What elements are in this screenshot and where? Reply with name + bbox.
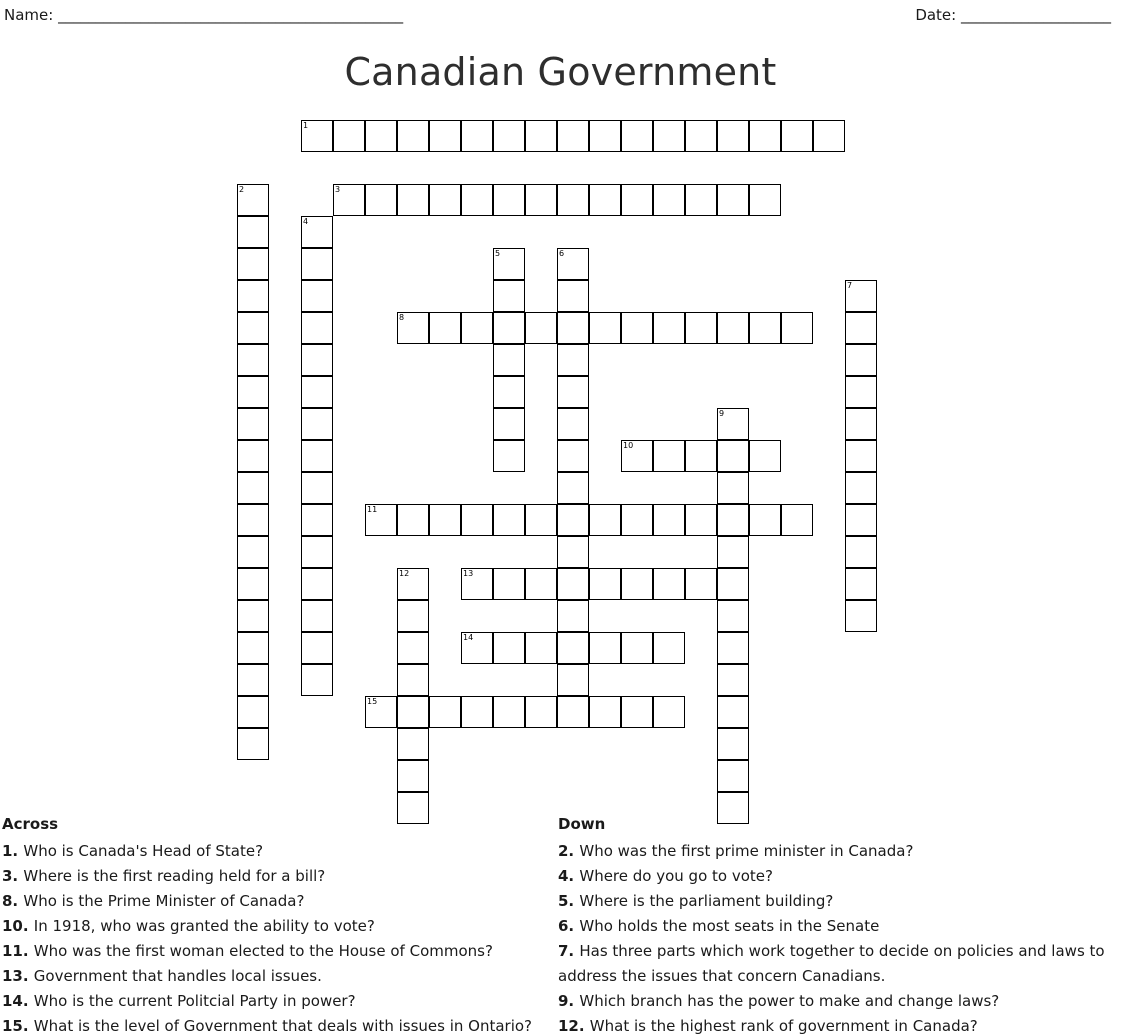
name-field-label: Name: ______________________________________________ xyxy=(4,6,404,24)
crossword-cell[interactable] xyxy=(397,664,429,696)
crossword-cell[interactable] xyxy=(621,120,653,152)
cell-number: 5 xyxy=(495,249,501,258)
crossword-cell[interactable] xyxy=(557,600,589,632)
crossword-cell[interactable] xyxy=(429,696,461,728)
crossword-cell[interactable] xyxy=(621,184,653,216)
clue-text: Who was the first prime minister in Canada? xyxy=(579,842,914,860)
clue-number: 12. xyxy=(558,1017,590,1035)
crossword-cell[interactable] xyxy=(845,600,877,632)
cell-number: 9 xyxy=(719,409,725,418)
across-clue-11 xyxy=(2,939,558,964)
crossword-cell[interactable] xyxy=(493,632,525,664)
crossword-cell[interactable] xyxy=(589,120,621,152)
crossword-cell[interactable] xyxy=(237,664,269,696)
crossword-cell[interactable] xyxy=(493,280,525,312)
crossword-cell[interactable] xyxy=(685,184,717,216)
crossword-cell[interactable] xyxy=(301,568,333,600)
down-heading: Down xyxy=(558,815,606,833)
crossword-cell[interactable] xyxy=(301,248,333,280)
crossword-cell[interactable] xyxy=(557,504,589,536)
clue-text: Where do you go to vote? xyxy=(579,867,773,885)
crossword-cell[interactable] xyxy=(525,312,557,344)
crossword-cell[interactable] xyxy=(845,504,877,536)
crossword-cell[interactable] xyxy=(397,600,429,632)
crossword-cell[interactable] xyxy=(845,376,877,408)
clue-number: 10. xyxy=(2,917,34,935)
crossword-cell[interactable] xyxy=(301,120,333,152)
crossword-cell[interactable] xyxy=(493,120,525,152)
crossword-cell[interactable] xyxy=(621,312,653,344)
cell-number: 13 xyxy=(463,569,474,578)
clue-text: Government that handles local issues. xyxy=(33,967,322,985)
crossword-cell[interactable] xyxy=(493,344,525,376)
crossword-cell[interactable] xyxy=(557,664,589,696)
page-title: Canadian Government xyxy=(344,50,777,94)
clue-text: Where is the first reading held for a bill? xyxy=(23,867,326,885)
crossword-cell[interactable] xyxy=(301,600,333,632)
crossword-cell[interactable] xyxy=(685,504,717,536)
crossword-cell[interactable] xyxy=(397,728,429,760)
across-clue-13 xyxy=(2,964,558,989)
crossword-cell[interactable] xyxy=(717,632,749,664)
crossword-cell[interactable] xyxy=(429,184,461,216)
crossword-cell[interactable] xyxy=(301,440,333,472)
crossword-cell[interactable] xyxy=(557,248,589,280)
crossword-cell[interactable] xyxy=(717,728,749,760)
crossword-cell[interactable] xyxy=(557,344,589,376)
cell-number: 2 xyxy=(239,185,245,194)
crossword-cell[interactable] xyxy=(397,120,429,152)
crossword-cell[interactable] xyxy=(365,504,397,536)
crossword-cell[interactable] xyxy=(717,600,749,632)
crossword-cell[interactable] xyxy=(301,632,333,664)
crossword-cell[interactable] xyxy=(717,472,749,504)
clue-number: 3. xyxy=(2,867,24,885)
crossword-cell[interactable] xyxy=(301,280,333,312)
across-clue-15 xyxy=(2,1014,558,1036)
crossword-cell[interactable] xyxy=(781,504,813,536)
crossword-cell[interactable] xyxy=(493,312,525,344)
crossword-cell[interactable] xyxy=(653,440,685,472)
crossword-cell[interactable] xyxy=(397,312,429,344)
clue-text: Who is Canada's Head of State? xyxy=(23,842,264,860)
crossword-cell[interactable] xyxy=(461,312,493,344)
crossword-cell[interactable] xyxy=(589,312,621,344)
crossword-cell[interactable] xyxy=(301,472,333,504)
crossword-cell[interactable] xyxy=(461,632,493,664)
crossword-cell[interactable] xyxy=(237,312,269,344)
crossword-cell[interactable] xyxy=(845,408,877,440)
crossword-cell[interactable] xyxy=(461,184,493,216)
cell-number: 15 xyxy=(367,697,378,706)
crossword-cell[interactable] xyxy=(749,440,781,472)
crossword-cell[interactable] xyxy=(749,184,781,216)
crossword-cell[interactable] xyxy=(589,184,621,216)
clue-number: 13. xyxy=(2,967,34,985)
crossword-cell[interactable] xyxy=(397,632,429,664)
crossword-cell[interactable] xyxy=(749,120,781,152)
crossword-cell[interactable] xyxy=(717,120,749,152)
clue-number: 6. xyxy=(558,917,580,935)
crossword-cell[interactable] xyxy=(845,472,877,504)
crossword-cell[interactable] xyxy=(813,120,845,152)
clue-number: 9. xyxy=(558,992,580,1010)
clue-text: What is the level of Government that deals with issues in Ontario? xyxy=(33,1017,533,1035)
crossword-cell[interactable] xyxy=(653,184,685,216)
crossword-cell[interactable] xyxy=(845,344,877,376)
crossword-cell[interactable] xyxy=(301,536,333,568)
crossword-cell[interactable] xyxy=(525,504,557,536)
clue-number: 14. xyxy=(2,992,34,1010)
crossword-cell[interactable] xyxy=(429,504,461,536)
crossword-cell[interactable] xyxy=(845,568,877,600)
clue-text: In 1918, who was granted the ability to vote? xyxy=(33,917,375,935)
crossword-cell[interactable] xyxy=(237,184,269,216)
crossword-cell[interactable] xyxy=(845,440,877,472)
crossword-cell[interactable] xyxy=(237,248,269,280)
crossword-cell[interactable] xyxy=(845,280,877,312)
crossword-cell[interactable] xyxy=(237,536,269,568)
across-clue-10 xyxy=(2,914,558,939)
clue-text: Where is the parliament building? xyxy=(579,892,834,910)
crossword-cell[interactable] xyxy=(589,568,621,600)
crossword-cell[interactable] xyxy=(557,440,589,472)
down-clue-9 xyxy=(558,989,1118,1014)
across-clue-3 xyxy=(2,864,558,889)
crossword-cell[interactable] xyxy=(333,120,365,152)
across-clue-1 xyxy=(2,839,558,864)
crossword-cell[interactable] xyxy=(845,536,877,568)
crossword-cell[interactable] xyxy=(557,280,589,312)
crossword-cell[interactable] xyxy=(653,568,685,600)
crossword-cell[interactable] xyxy=(621,696,653,728)
cell-number: 8 xyxy=(399,313,405,322)
crossword-cell[interactable] xyxy=(717,664,749,696)
crossword-cell[interactable] xyxy=(717,504,749,536)
crossword-cell[interactable] xyxy=(493,696,525,728)
crossword-cell[interactable] xyxy=(749,312,781,344)
crossword-cell[interactable] xyxy=(301,408,333,440)
crossword-cell[interactable] xyxy=(301,344,333,376)
crossword-cell[interactable] xyxy=(493,248,525,280)
header-fields xyxy=(0,6,1121,24)
crossword-cell[interactable] xyxy=(301,664,333,696)
crossword-cell[interactable] xyxy=(461,696,493,728)
crossword-cell[interactable] xyxy=(301,376,333,408)
cell-number: 6 xyxy=(559,249,565,258)
crossword-cell[interactable] xyxy=(237,504,269,536)
crossword-cell[interactable] xyxy=(557,376,589,408)
crossword-cell[interactable] xyxy=(429,312,461,344)
crossword-cell[interactable] xyxy=(301,312,333,344)
down-clue-5 xyxy=(558,889,1118,914)
crossword-cell[interactable] xyxy=(621,504,653,536)
cell-number: 10 xyxy=(623,441,634,450)
crossword-cell[interactable] xyxy=(685,440,717,472)
clue-text: Who is the Prime Minister of Canada? xyxy=(23,892,305,910)
down-clue-6 xyxy=(558,914,1118,939)
crossword-cell[interactable] xyxy=(397,184,429,216)
crossword-cell[interactable] xyxy=(525,120,557,152)
clue-text: Who was the first woman elected to the House of Commons? xyxy=(33,942,493,960)
crossword-cell[interactable] xyxy=(685,568,717,600)
crossword-cell[interactable] xyxy=(557,696,589,728)
crossword-cell[interactable] xyxy=(557,312,589,344)
clue-number: 2. xyxy=(558,842,580,860)
crossword-cell[interactable] xyxy=(301,504,333,536)
cell-number: 11 xyxy=(367,505,378,514)
down-clue-2 xyxy=(558,839,1118,864)
crossword-cell[interactable] xyxy=(653,696,685,728)
crossword-cell[interactable] xyxy=(237,728,269,760)
clue-number: 4. xyxy=(558,867,580,885)
crossword-grid[interactable] xyxy=(0,118,1121,808)
clue-number: 15. xyxy=(2,1017,34,1035)
crossword-cell[interactable] xyxy=(717,184,749,216)
crossword-cell[interactable] xyxy=(237,408,269,440)
clue-number: 11. xyxy=(2,942,34,960)
crossword-cell[interactable] xyxy=(493,568,525,600)
crossword-cell[interactable] xyxy=(525,184,557,216)
crossword-cell[interactable] xyxy=(397,760,429,792)
crossword-cell[interactable] xyxy=(525,696,557,728)
crossword-cell[interactable] xyxy=(493,184,525,216)
crossword-cell[interactable] xyxy=(717,568,749,600)
crossword-cell[interactable] xyxy=(653,504,685,536)
cell-number: 4 xyxy=(303,217,309,226)
across-clue-14 xyxy=(2,989,558,1014)
crossword-cell[interactable] xyxy=(237,632,269,664)
clue-number: 8. xyxy=(2,892,24,910)
crossword-cell[interactable] xyxy=(397,568,429,600)
crossword-cell[interactable] xyxy=(781,312,813,344)
crossword-cell[interactable] xyxy=(461,120,493,152)
crossword-cell[interactable] xyxy=(589,696,621,728)
crossword-cell[interactable] xyxy=(525,632,557,664)
crossword-cell[interactable] xyxy=(781,120,813,152)
crossword-cell[interactable] xyxy=(685,312,717,344)
down-clue-4 xyxy=(558,864,1118,889)
clue-text: What is the highest rank of government in Canada? xyxy=(589,1017,978,1035)
crossword-cell[interactable] xyxy=(557,184,589,216)
crossword-cell[interactable] xyxy=(717,536,749,568)
crossword-cell[interactable] xyxy=(237,472,269,504)
cell-number: 7 xyxy=(847,281,853,290)
crossword-cell[interactable] xyxy=(717,760,749,792)
crossword-cell[interactable] xyxy=(237,344,269,376)
crossword-cell[interactable] xyxy=(685,120,717,152)
crossword-cell[interactable] xyxy=(557,632,589,664)
crossword-cell[interactable] xyxy=(749,504,781,536)
cell-number: 12 xyxy=(399,569,410,578)
crossword-cell[interactable] xyxy=(493,408,525,440)
clue-text: Which branch has the power to make and change laws? xyxy=(579,992,1000,1010)
clue-text: Who is the current Politcial Party in power? xyxy=(33,992,356,1010)
crossword-cell[interactable] xyxy=(493,504,525,536)
crossword-cell[interactable] xyxy=(621,440,653,472)
crossword-cell[interactable] xyxy=(461,504,493,536)
crossword-cell[interactable] xyxy=(717,312,749,344)
across-heading: Across xyxy=(2,815,59,833)
crossword-cell[interactable] xyxy=(653,632,685,664)
clue-number: 7. xyxy=(558,942,580,960)
crossword-cell[interactable] xyxy=(621,568,653,600)
crossword-cell[interactable] xyxy=(429,120,461,152)
across-column xyxy=(2,812,558,1036)
crossword-cell[interactable] xyxy=(557,568,589,600)
crossword-cell[interactable] xyxy=(717,408,749,440)
cell-number: 3 xyxy=(335,185,341,194)
crossword-cell[interactable] xyxy=(237,440,269,472)
crossword-cell[interactable] xyxy=(557,472,589,504)
crossword-cell[interactable] xyxy=(717,440,749,472)
crossword-cell[interactable] xyxy=(653,312,685,344)
crossword-cell[interactable] xyxy=(365,120,397,152)
crossword-cell[interactable] xyxy=(237,568,269,600)
down-clue-12 xyxy=(558,1014,1118,1036)
crossword-cell[interactable] xyxy=(589,632,621,664)
down-clue-7 xyxy=(558,939,1118,989)
crossword-cell[interactable] xyxy=(237,376,269,408)
crossword-cell[interactable] xyxy=(557,408,589,440)
down-column xyxy=(558,812,1118,1036)
crossword-cell[interactable] xyxy=(845,312,877,344)
crossword-cell[interactable] xyxy=(557,536,589,568)
crossword-cell[interactable] xyxy=(301,216,333,248)
crossword-cell[interactable] xyxy=(493,376,525,408)
crossword-cell[interactable] xyxy=(397,696,429,728)
clue-text: Has three parts which work together to decide on policies and laws to address the issues that concern Canadians. xyxy=(558,942,1105,985)
across-clue-8 xyxy=(2,889,558,914)
crossword-cell[interactable] xyxy=(237,696,269,728)
crossword-cell[interactable] xyxy=(493,440,525,472)
crossword-cell[interactable] xyxy=(557,120,589,152)
crossword-cell[interactable] xyxy=(237,280,269,312)
crossword-cell[interactable] xyxy=(333,184,365,216)
crossword-cell[interactable] xyxy=(653,120,685,152)
crossword-cell[interactable] xyxy=(525,568,557,600)
crossword-cell[interactable] xyxy=(621,632,653,664)
crossword-cell[interactable] xyxy=(237,216,269,248)
cell-number: 1 xyxy=(303,121,309,130)
down-clue-list xyxy=(558,839,1118,1036)
crossword-cell[interactable] xyxy=(237,600,269,632)
clue-number: 1. xyxy=(2,842,24,860)
crossword-cell[interactable] xyxy=(397,504,429,536)
clue-text: Who holds the most seats in the Senate xyxy=(579,917,880,935)
date-field-label: Date: ____________________ xyxy=(915,6,1111,24)
across-clue-list xyxy=(2,839,558,1036)
crossword-cell[interactable] xyxy=(365,184,397,216)
clue-number: 5. xyxy=(558,892,580,910)
cell-number: 14 xyxy=(463,633,474,642)
crossword-cell[interactable] xyxy=(461,568,493,600)
crossword-cell[interactable] xyxy=(589,504,621,536)
crossword-cell[interactable] xyxy=(365,696,397,728)
crossword-cell[interactable] xyxy=(717,696,749,728)
